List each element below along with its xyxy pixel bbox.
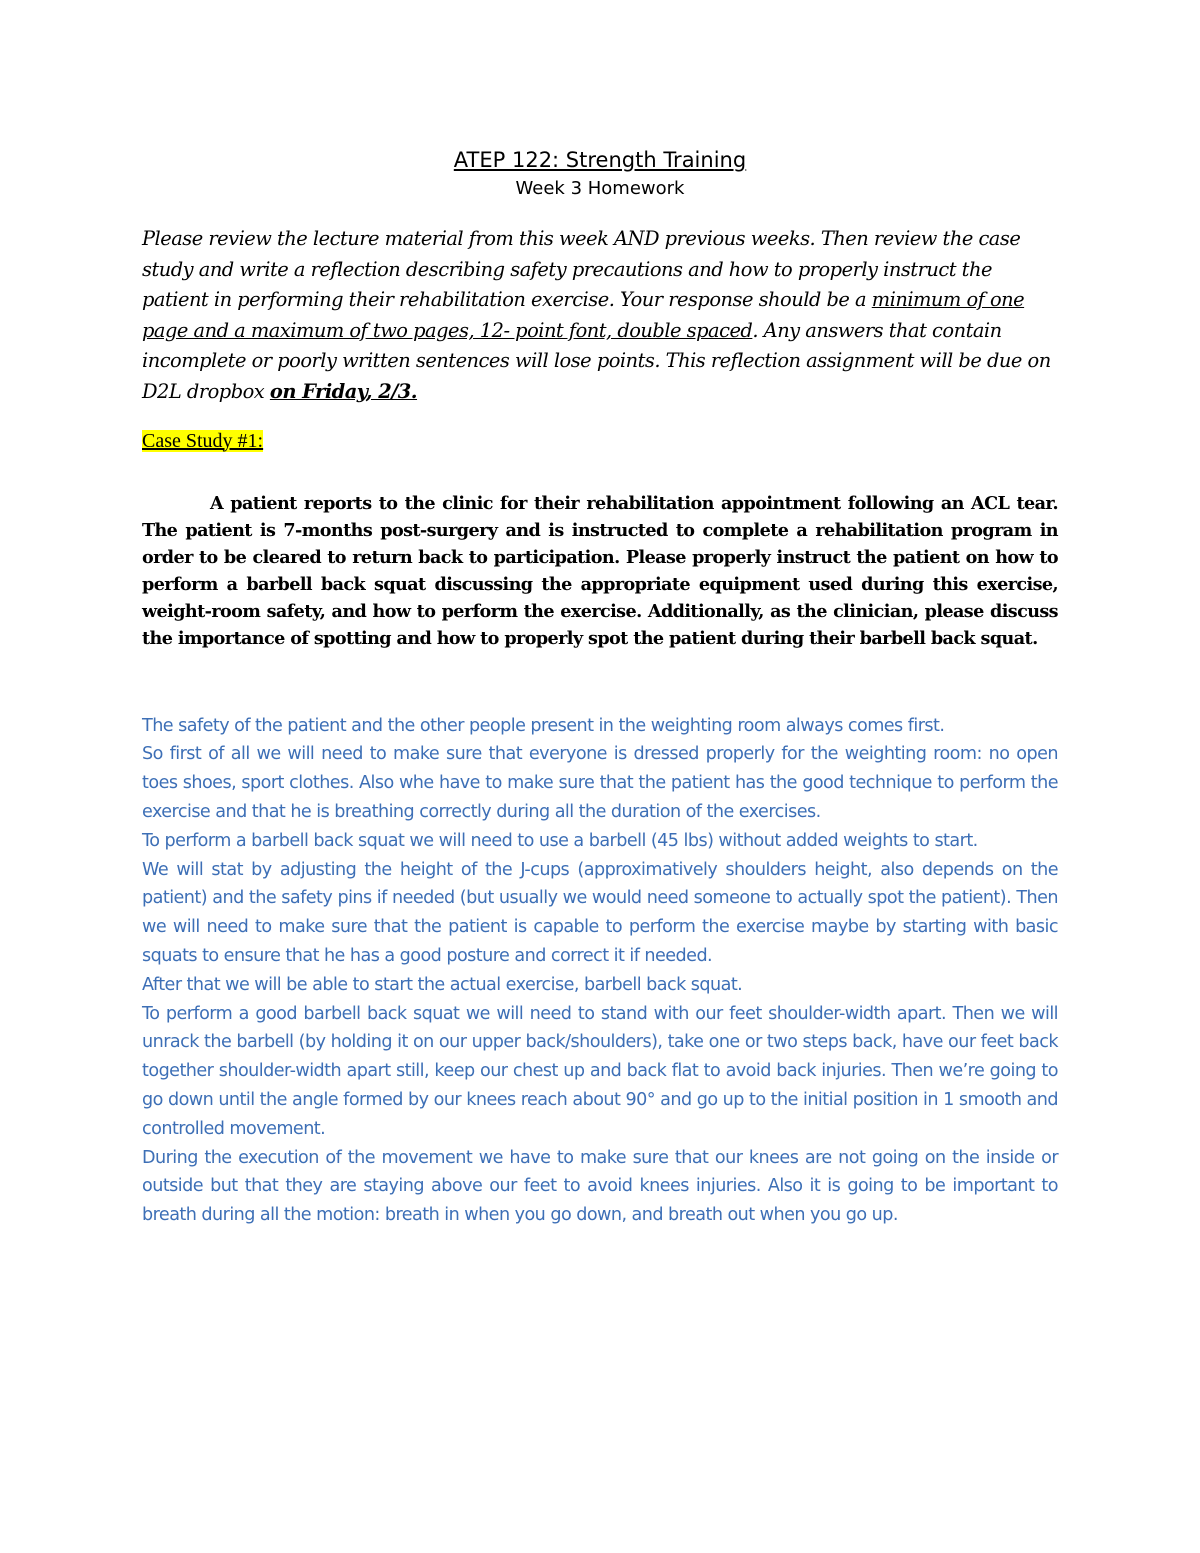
case-study-heading (142, 428, 1058, 454)
answer-paragraph: After that we will be able to start the actual exercise, barbell back squat. (142, 974, 743, 995)
case-study-body: A patient reports to the clinic for their rehabilitation appointment following an ACL tear. The patient is 7-months post-surgery and is instructed to complete a rehabilitation program in order to be cleared to return back to participation. Please properly instruct the patient on how to perform a barbell back squat discussing the appropriate equipment used during this exercise, weight-room safety, and how to perform the exercise. Additionally, as the clinician, please discuss the importance of spotting and how to properly spot the patient during their barbell back squat. (142, 492, 1058, 649)
answer-paragraph: During the execution of the movement we have to make sure that our knees are not going on the inside or outside but that they are staying above our feet to avoid knees injuries. Also it is going to be important to breath during all the motion: breath in when you go down, and breath out when you go up. (142, 1147, 1058, 1226)
document-title: ATEP 122: Strength Training (453, 148, 747, 172)
instructions-length-requirement: minimum of one page and a maximum of two pages, 12- point font, double spaced (142, 288, 1025, 342)
instructions-text-2: . Any answers that contain incomplete or poorly written sentences will lose points. This reflection assignment will be due on D2L dropbox (142, 318, 1051, 403)
document-subtitle: Week 3 Homework (515, 178, 685, 199)
answer-paragraph: To perform a good barbell back squat we will need to stand with our feet shoulder-width apart. Then we will unrack the barbell (by holding it on our upper back/shoulders), take one or two steps back, have our feet back together shoulder-width apart still, keep our chest up and back flat to avoid back injuries. Then we’re going to go down until the angle formed by our knees reach about 90° and go up to the initial position in 1 smooth and controlled movement. (142, 1003, 1058, 1139)
answer-paragraph: The safety of the patient and the other people present in the weighting room always comes first. (142, 715, 945, 736)
case-study-heading-text: Case Study #1: (142, 429, 264, 452)
answer-paragraph: So first of all we will need to make sure that everyone is dressed properly for the weighting room: no open toes shoes, sport clothes. Also whe have to make sure that the patient has the good technique to perform the exercise and that he is breathing correctly during all the duration of the exercises. (142, 744, 1058, 822)
answer-paragraph: To perform a barbell back squat we will need to use a barbell (45 lbs) without added weights to start. (142, 830, 978, 851)
instructions-due-date: on Friday, 2/3. (269, 379, 418, 403)
answer-paragraph: We will stat by adjusting the height of the J-cups (approximatively shoulders height, also depends on the patient) and the safety pins if needed (but usually we would need someone to actually spot the patient). Then we will need to make sure that the patient is capable to perform the exercise maybe by starting with basic squats to ensure that he has a good posture and correct it if needed. (142, 859, 1058, 966)
student-answer (142, 712, 1058, 1230)
document-page (142, 140, 1058, 1230)
instructions-paragraph (142, 224, 1058, 408)
instructions-text-1: Please review the lecture material from this week AND previous weeks. Then review the case study and write a reflection describing safety precautions and how to properly instruct the patient in performing their rehabilitation exercise. Your response should be a (142, 227, 1021, 312)
